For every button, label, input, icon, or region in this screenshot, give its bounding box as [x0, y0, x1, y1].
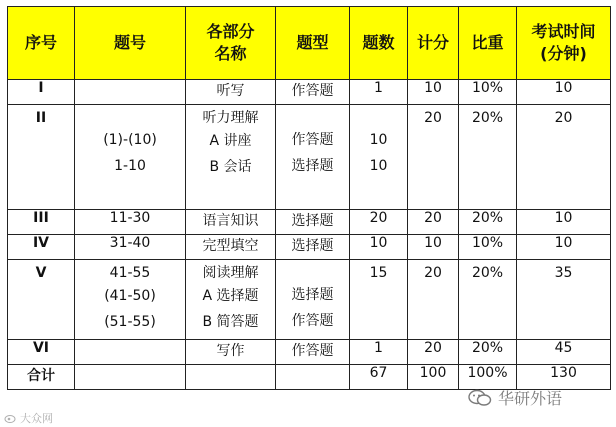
row-weight: [459, 260, 517, 340]
row-question-no-text: 41-55: [109, 265, 151, 281]
row-question-count: [350, 105, 408, 210]
sub-question-type: 作答题: [291, 313, 334, 329]
header-section-name: [186, 7, 276, 80]
section-name-text: 阅读理解: [202, 265, 259, 281]
total-empty-cell: [186, 365, 276, 390]
row-question-no: 11-30: [75, 210, 186, 235]
row-question-type: 选择题: [276, 210, 350, 235]
row-time: [517, 260, 611, 340]
header-section-name-line2: 名称: [214, 44, 247, 63]
row-weight: 10%: [459, 235, 517, 260]
total-count: 67: [350, 365, 408, 390]
row-time-text: 35: [554, 265, 573, 281]
table-row: [8, 340, 611, 365]
row-weight: 10%: [459, 80, 517, 105]
spacer: [350, 105, 407, 127]
exam-structure-table: [7, 6, 611, 390]
header-question-type: 题型: [276, 7, 350, 80]
table-row: [8, 210, 611, 235]
row-score: 10: [408, 80, 459, 105]
sub-question-type: 作答题: [291, 132, 334, 148]
row-seq: [8, 260, 75, 340]
total-empty-cell: [75, 365, 186, 390]
spacer: [75, 105, 185, 127]
row-seq: I: [8, 80, 75, 105]
row-score: 10: [408, 235, 459, 260]
wechat-icon: [468, 389, 492, 407]
row-question-count-text: 15: [369, 265, 388, 281]
row-weight: 20%: [459, 210, 517, 235]
header-time-line1: 考试时间: [531, 22, 596, 41]
table-row: [8, 105, 611, 210]
row-seq-text: II: [35, 110, 47, 126]
sub-question-no: 1-10: [114, 158, 146, 174]
header-time: [517, 7, 611, 80]
row-seq: VI: [8, 340, 75, 365]
header-score: 计分: [408, 7, 459, 80]
row-time: 10: [517, 210, 611, 235]
total-time: 130: [517, 365, 611, 390]
row-section-name: [186, 105, 276, 210]
header-time-line2: (分钟): [540, 44, 587, 63]
row-score: [408, 105, 459, 210]
row-time-text: 20: [554, 110, 573, 126]
sub-question-no: (41-50): [104, 288, 156, 304]
sub-question-type: 选择题: [291, 158, 334, 174]
row-question-no: 31-40: [75, 235, 186, 260]
sub-question-count: 10: [369, 158, 388, 174]
weibo-icon: [4, 413, 17, 423]
row-score: [408, 260, 459, 340]
row-score: 20: [408, 340, 459, 365]
row-section-name: 语言知识: [186, 210, 276, 235]
row-weight: [459, 105, 517, 210]
row-time: [517, 105, 611, 210]
watermark-left: [4, 410, 53, 426]
table-row: [8, 260, 611, 340]
row-question-type: 作答题: [276, 340, 350, 365]
row-seq: [8, 105, 75, 210]
table-header-row: [8, 7, 611, 80]
section-name-text: 听力理解: [202, 110, 259, 126]
row-time: 10: [517, 80, 611, 105]
row-section-name: 完型填空: [186, 235, 276, 260]
row-score-text: 20: [424, 265, 442, 281]
row-time: 10: [517, 235, 611, 260]
row-question-count: 1: [350, 340, 408, 365]
total-score: 100: [408, 365, 459, 390]
watermark-right-text: 华研外语: [498, 389, 563, 408]
watermark-right: [468, 386, 562, 409]
sub-section-name: A 讲座: [209, 133, 252, 149]
row-seq: III: [8, 210, 75, 235]
watermark-left-text: 大众网: [20, 412, 53, 425]
table-row: [8, 235, 611, 260]
row-seq-text: V: [35, 265, 47, 281]
header-question-no: 题号: [75, 7, 186, 80]
row-question-no: [75, 260, 186, 340]
row-question-type: [276, 260, 350, 340]
sub-section-name: B 会话: [209, 159, 252, 175]
row-score: 20: [408, 210, 459, 235]
row-seq: IV: [8, 235, 75, 260]
spacer: [276, 105, 349, 127]
header-section-name-line1: 各部分: [206, 22, 255, 41]
row-question-no: [75, 80, 186, 105]
row-question-no: [75, 105, 186, 210]
row-weight-text: 20%: [471, 265, 504, 281]
table-row: [8, 80, 611, 105]
sub-section-name: B 简答题: [202, 314, 259, 330]
row-weight-text: 20%: [471, 110, 504, 126]
sub-question-no: (1)-(10): [103, 132, 157, 148]
row-question-type: 作答题: [276, 80, 350, 105]
row-score-text: 20: [424, 110, 442, 126]
row-question-no: [75, 340, 186, 365]
total-label: 合计: [8, 365, 75, 390]
header-weight: 比重: [459, 7, 517, 80]
row-question-type: 选择题: [276, 235, 350, 260]
sub-section-name: A 选择题: [202, 288, 259, 304]
sub-question-count: 10: [369, 132, 388, 148]
total-empty-cell: [276, 365, 350, 390]
row-time: 45: [517, 340, 611, 365]
sub-question-no: (51-55): [104, 314, 156, 330]
spacer: [276, 260, 349, 282]
header-seq: 序号: [8, 7, 75, 80]
row-question-count: 10: [350, 235, 408, 260]
row-question-count: [350, 260, 408, 340]
row-question-type: [276, 105, 350, 210]
header-question-count: 题数: [350, 7, 408, 80]
sub-question-type: 选择题: [291, 287, 334, 303]
row-question-count: 20: [350, 210, 408, 235]
row-section-name: 听写: [186, 80, 276, 105]
total-weight: 100%: [459, 365, 517, 390]
row-section-name: [186, 260, 276, 340]
row-weight: 20%: [459, 340, 517, 365]
row-question-count: 1: [350, 80, 408, 105]
row-section-name: 写作: [186, 340, 276, 365]
